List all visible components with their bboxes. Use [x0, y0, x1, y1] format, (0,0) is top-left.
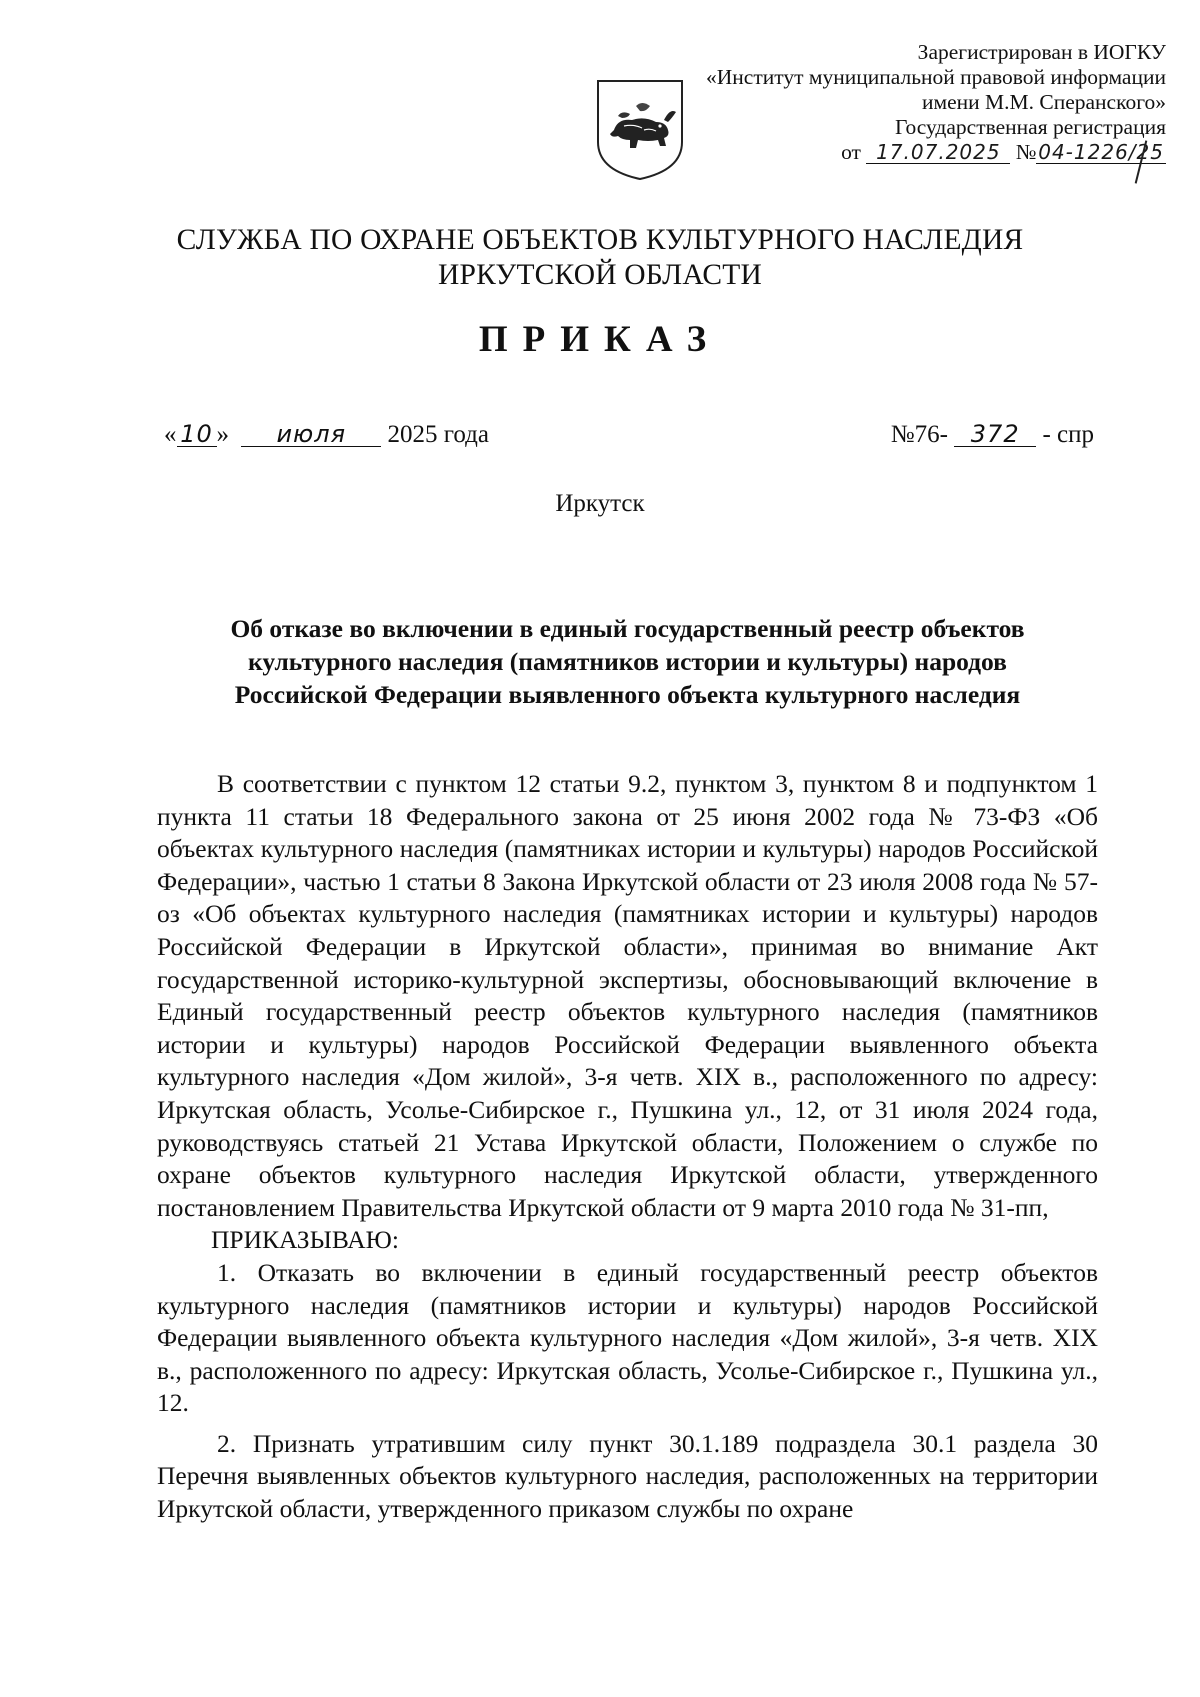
order-number-prefix: №76-	[890, 421, 948, 448]
coat-of-arms-emblem	[594, 78, 686, 182]
order-item-1: 1. Отказать во включении в единый государственный реестр объектов культурного наследия (памятников истории и культуры) народов Российской Федерации выявленного объекта культурного наследия «Дом жилой», 3-я четв. XIX в., расположенного по адресу: Иркутская область, Усолье-Сибирское г., Пушкина ул., 12.	[157, 1257, 1098, 1418]
heading-line-3: Российской Федерации выявленного объекта культурного наследия	[234, 680, 1021, 709]
registration-line-3: имени М.М. Сперанского»	[921, 90, 1166, 114]
order-item-2: 2. Признать утратившим силу пункт 30.1.189 подраздела 30.1 раздела 30 Перечня выявленных объектов культурного наследия, расположенных на территории Иркутской области, утвержденного приказом службы по охране	[157, 1428, 1098, 1524]
registration-line-2: «Институт муниципальной правовой информации	[706, 65, 1166, 89]
preamble-paragraph: В соответствии с пунктом 12 статьи 9.2, пунктом 3, пунктом 8 и подпунктом 1 пункта 11 статьи 18 Федерального закона от 25 июня 2002 года № 73-ФЗ «Об объектах культурного наследия (памятниках истории и культуры) народов Российской Федерации», частью 1 статьи 8 Закона Иркутской области от 23 июля 2008 года № 57-оз «Об объектах культурного наследия (памятниках истории и культуры) народов Российской Федерации в Иркутской области», принимая во внимание Акт государственной историко-культурной экспертизы, обосновывающий включение в Единый государственный реестр объектов культурного наследия (памятников истории и культуры) народов Российской Федерации выявленного объекта культурного наследия «Дом жилой», 3-я четв. XIX в., расположенного по адресу: Иркутская область, Усолье-Сибирское г., Пушкина ул., 12, от 31 июля 2024 года, руководствуясь статьей 21 Устава Иркутской области, Положением о службе по охране объектов культурного наследия Иркутской области, утвержденного постановлением Правительства Иркутской области от 9 марта 2010 года № 31-пп,	[157, 769, 1098, 1222]
date-close-quote: »	[216, 421, 229, 448]
date-open-quote: «	[164, 421, 177, 448]
order-heading	[150, 612, 1105, 711]
order-body	[157, 768, 1098, 1526]
heading-line-2: культурного наследия (памятников истории и культуры) народов	[248, 647, 1007, 676]
date-day: 10	[177, 422, 217, 447]
city-name: Иркутск	[555, 490, 645, 517]
order-date	[164, 421, 489, 449]
date-year: 2025 года	[387, 421, 489, 448]
order-number-value: 372	[954, 422, 1036, 447]
document-type-title: ПРИКАЗ	[478, 319, 722, 360]
registration-number-prefix: №	[1015, 140, 1037, 164]
registration-date: 17.07.2025	[866, 141, 1010, 164]
agency-name-line-2: ИРКУТСКОЙ ОБЛАСТИ	[437, 259, 763, 291]
registration-date-line	[706, 140, 1166, 165]
registration-stamp	[706, 40, 1166, 165]
registration-date-prefix: от	[841, 140, 861, 164]
agency-name	[0, 223, 1200, 293]
agency-name-line-1: СЛУЖБА ПО ОХРАНЕ ОБЪЕКТОВ КУЛЬТУРНОГО НАСЛЕДИЯ	[176, 224, 1024, 256]
order-number-suffix: - спр	[1042, 421, 1094, 448]
date-month: июля	[241, 422, 381, 447]
heading-line-1: Об отказе во включении в единый государственный реестр объектов	[230, 614, 1025, 643]
registration-line-1: Зарегистрирован в ИОГКУ	[917, 40, 1166, 64]
registration-line-4: Государственная регистрация	[894, 115, 1166, 139]
order-number	[891, 421, 1094, 449]
order-command: ПРИКАЗЫВАЮ:	[211, 1225, 399, 1255]
registration-number: 04-1226/25	[1038, 140, 1164, 164]
